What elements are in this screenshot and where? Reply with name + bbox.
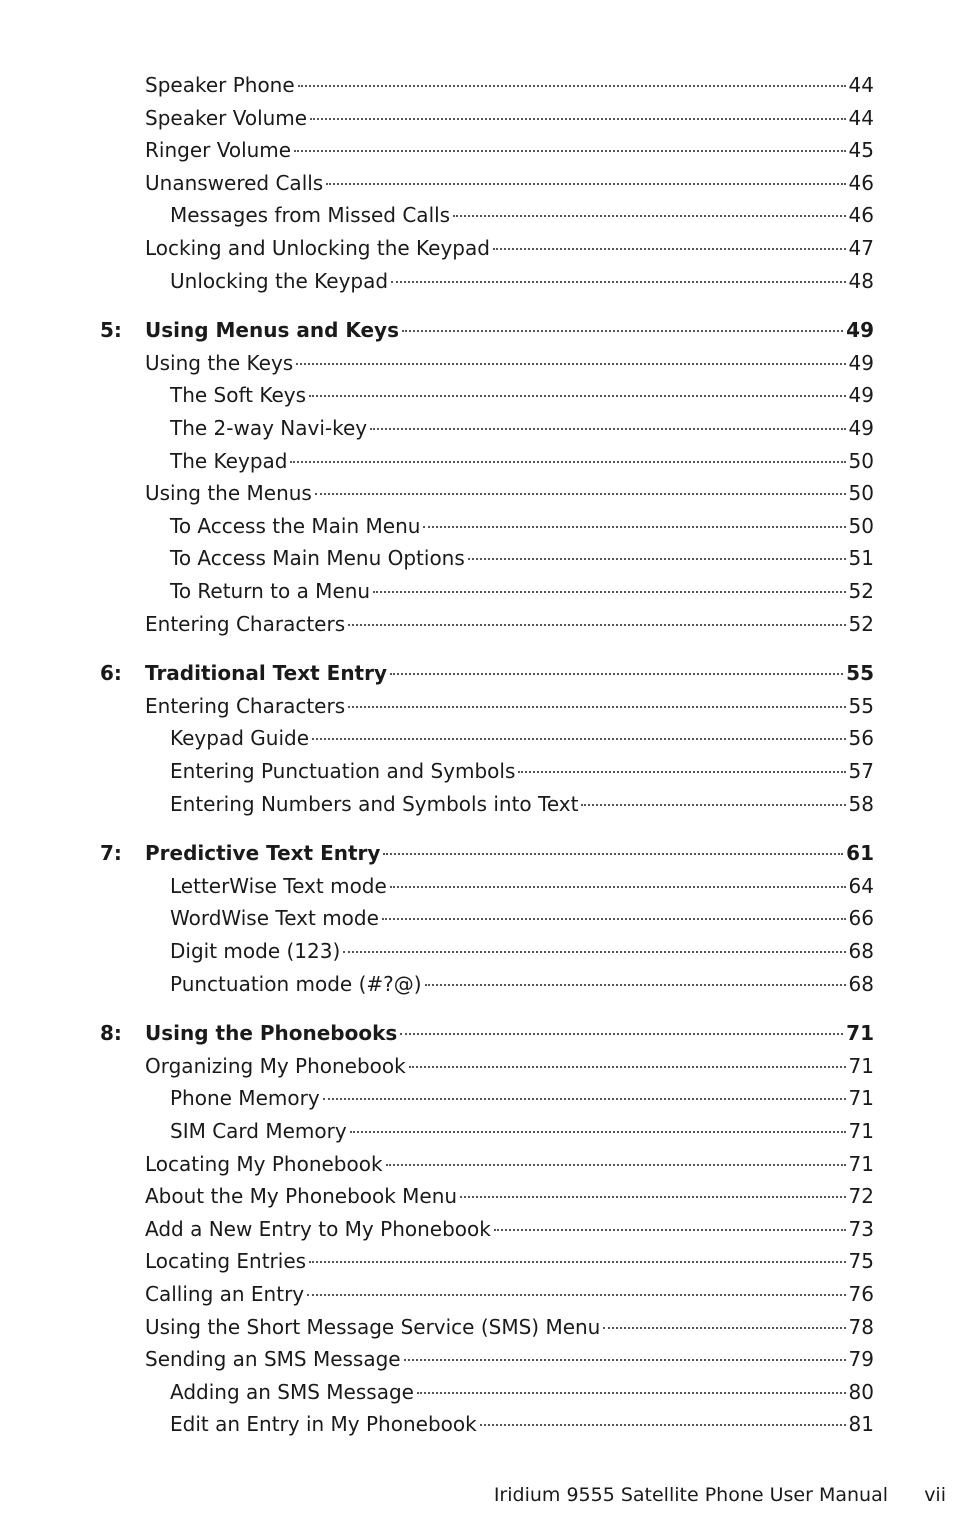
toc-entry-row bbox=[0, 511, 975, 541]
dot-leader bbox=[382, 918, 846, 920]
toc-entry-row bbox=[0, 446, 975, 476]
toc-chapter-number: 8: bbox=[100, 1021, 122, 1046]
dot-leader bbox=[296, 363, 845, 365]
toc-entry-page: 51 bbox=[848, 546, 874, 571]
toc-entry-page: 57 bbox=[848, 759, 874, 783]
toc-entry-title: The 2-way Navi-key bbox=[170, 416, 368, 440]
toc-entry-row bbox=[0, 903, 975, 933]
toc-entry-page: 55 bbox=[848, 693, 874, 718]
toc-entry[interactable] bbox=[170, 759, 874, 783]
toc-entry-row bbox=[0, 871, 975, 901]
toc-entry[interactable] bbox=[170, 1380, 874, 1404]
toc-entry-title: Sending an SMS Message bbox=[145, 1347, 401, 1372]
toc-entry-page: 56 bbox=[848, 726, 874, 751]
toc-entry-page: 81 bbox=[848, 1412, 874, 1437]
toc-entry-title: Traditional Text Entry bbox=[145, 661, 388, 686]
toc-entry-title: Edit an Entry in My Phonebook bbox=[170, 1412, 477, 1437]
dot-leader bbox=[373, 591, 845, 593]
toc-entry-page: 64 bbox=[848, 873, 874, 898]
toc-entry[interactable] bbox=[145, 481, 874, 505]
toc-entry-row bbox=[0, 1246, 975, 1276]
toc-entry[interactable] bbox=[145, 236, 874, 260]
toc-entry[interactable] bbox=[170, 203, 874, 227]
toc-entry-title: Predictive Text Entry bbox=[145, 841, 381, 866]
toc-entry-title: Keypad Guide bbox=[170, 726, 309, 751]
dot-leader bbox=[383, 853, 843, 855]
toc-entry-row bbox=[0, 789, 975, 819]
toc-entry[interactable] bbox=[170, 874, 874, 898]
dot-leader bbox=[294, 150, 845, 152]
toc-entry-title: Using the Menus bbox=[145, 481, 312, 506]
toc-entry[interactable] bbox=[145, 318, 874, 342]
toc-entry-page: 49 bbox=[848, 383, 874, 408]
toc-entry-title: LetterWise Text mode bbox=[170, 873, 387, 898]
dot-leader bbox=[460, 1196, 845, 1198]
toc-entry-page: 55 bbox=[846, 661, 874, 686]
toc-entry-page: 49 bbox=[846, 318, 874, 343]
toc-entry[interactable] bbox=[145, 1152, 874, 1176]
toc-entry-title: To Access Main Menu Options bbox=[170, 546, 465, 571]
toc-entry[interactable] bbox=[145, 841, 874, 865]
toc-entry-title: Locking and Unlocking the Keypad bbox=[145, 236, 490, 260]
dot-leader bbox=[370, 428, 845, 430]
toc-entry-title: Speaker Volume bbox=[145, 105, 308, 130]
toc-entry-page: 80 bbox=[848, 1379, 874, 1404]
toc-entry-page: 46 bbox=[848, 170, 874, 195]
toc-entry-row bbox=[0, 1149, 975, 1179]
toc-entry-title: Using the Short Message Service (SMS) Menu bbox=[145, 1314, 601, 1339]
toc-entry-title: Digit mode (123) bbox=[170, 939, 341, 963]
toc-entry-page: 49 bbox=[848, 350, 874, 375]
toc-entry-row bbox=[0, 200, 975, 230]
toc-entry[interactable] bbox=[170, 579, 874, 603]
toc-entry-page: 50 bbox=[848, 448, 874, 473]
dot-leader bbox=[453, 215, 845, 217]
toc-entry-title: SIM Card Memory bbox=[170, 1119, 347, 1143]
toc-entry-page: 76 bbox=[848, 1282, 874, 1306]
toc-entry-title: Punctuation mode (#?@) bbox=[170, 971, 422, 996]
footer-manual-title: Iridium 9555 Satellite Phone User Manual bbox=[493, 1484, 888, 1506]
toc-chapter-number: 5: bbox=[100, 318, 122, 343]
dot-leader bbox=[309, 395, 845, 397]
toc-entry-page: 73 bbox=[848, 1216, 874, 1241]
toc-entry-page: 52 bbox=[848, 611, 874, 636]
toc-entry-title: Using Menus and Keys bbox=[145, 318, 399, 343]
toc-entry[interactable] bbox=[145, 1021, 874, 1045]
toc-entry[interactable] bbox=[170, 1086, 874, 1110]
dot-leader bbox=[603, 1327, 845, 1329]
toc-entry-title: Unanswered Calls bbox=[145, 170, 324, 195]
toc-entry[interactable] bbox=[145, 1054, 874, 1078]
dot-leader bbox=[391, 281, 845, 283]
toc-entry-page: 71 bbox=[848, 1151, 874, 1176]
toc-entry-row bbox=[0, 543, 975, 573]
dot-leader bbox=[581, 804, 845, 806]
toc-entry-title: To Access the Main Menu bbox=[170, 513, 421, 538]
toc-entry-title: Speaker Phone bbox=[145, 73, 295, 97]
toc-entry[interactable] bbox=[145, 694, 874, 718]
toc-entry[interactable] bbox=[145, 171, 874, 195]
toc-entry-title: Organizing My Phonebook bbox=[145, 1053, 406, 1078]
toc-entry-row bbox=[0, 168, 975, 198]
dot-leader bbox=[390, 886, 846, 888]
toc-entry-title: To Return to a Menu bbox=[170, 579, 371, 603]
toc-entry[interactable] bbox=[170, 546, 874, 570]
toc-entry[interactable] bbox=[145, 138, 874, 162]
toc-entry-title: Locating My Phonebook bbox=[145, 1151, 383, 1176]
toc-entry-title: The Soft Keys bbox=[170, 383, 307, 408]
toc-entry-page: 45 bbox=[848, 138, 874, 163]
toc-entry[interactable] bbox=[170, 1119, 874, 1143]
toc-entry-title: Entering Punctuation and Symbols bbox=[170, 759, 516, 783]
toc-entry[interactable] bbox=[170, 726, 874, 750]
toc-entry-title: Entering Characters bbox=[145, 611, 346, 636]
toc-entry[interactable] bbox=[170, 906, 874, 930]
toc-entry-page: 78 bbox=[848, 1314, 874, 1339]
toc-entry-page: 58 bbox=[848, 791, 874, 816]
toc-entry-page: 71 bbox=[848, 1053, 874, 1078]
dot-leader bbox=[417, 1392, 846, 1394]
toc-entry-row bbox=[0, 1083, 975, 1113]
dot-leader bbox=[348, 624, 845, 626]
toc-entry-row bbox=[0, 609, 975, 639]
dot-leader bbox=[386, 1164, 846, 1166]
dot-leader bbox=[425, 984, 846, 986]
dot-leader bbox=[404, 1359, 846, 1361]
dot-leader bbox=[518, 771, 845, 773]
toc-chapter-number: 6: bbox=[100, 661, 122, 686]
dot-leader bbox=[480, 1424, 846, 1426]
toc-entry-row bbox=[0, 413, 975, 443]
toc-chapter-row bbox=[0, 1018, 975, 1048]
toc-entry[interactable] bbox=[145, 1315, 874, 1339]
dot-leader bbox=[400, 1033, 843, 1035]
toc-entry-row bbox=[0, 1344, 975, 1374]
toc-entry[interactable] bbox=[145, 661, 874, 685]
toc-entry-page: 75 bbox=[848, 1249, 874, 1274]
toc-entry-row bbox=[0, 1116, 975, 1146]
toc-entry[interactable] bbox=[145, 351, 874, 375]
dot-leader bbox=[402, 330, 843, 332]
toc-entry-row bbox=[0, 1181, 975, 1211]
toc-entry-row bbox=[0, 266, 975, 296]
toc-entry-title: Unlocking the Keypad bbox=[170, 268, 389, 293]
dot-leader bbox=[290, 461, 845, 463]
toc-entry-page: 50 bbox=[848, 513, 874, 538]
toc-entry-page: 44 bbox=[848, 73, 874, 97]
dot-leader bbox=[468, 558, 846, 560]
toc-entry-row bbox=[0, 756, 975, 786]
toc-entry[interactable] bbox=[145, 612, 874, 636]
toc-entry-page: 48 bbox=[848, 268, 874, 293]
toc-entry-title: About the My Phonebook Menu bbox=[145, 1184, 458, 1209]
dot-leader bbox=[309, 1261, 845, 1263]
toc-chapter-row bbox=[0, 838, 975, 868]
toc-entry[interactable] bbox=[145, 1282, 874, 1306]
footer-page-number: vii bbox=[924, 1484, 946, 1506]
toc-entry-row bbox=[0, 691, 975, 721]
toc-entry-page: 46 bbox=[848, 203, 874, 228]
toc-entry-row bbox=[0, 936, 975, 966]
toc-entry-page: 47 bbox=[848, 236, 874, 260]
toc-entry[interactable] bbox=[170, 939, 874, 963]
toc-entry-title: Locating Entries bbox=[145, 1249, 307, 1274]
toc-entry-title: Calling an Entry bbox=[145, 1282, 305, 1306]
toc-entry-row bbox=[0, 1051, 975, 1081]
toc-entry-title: Add a New Entry to My Phonebook bbox=[145, 1216, 491, 1241]
toc-entry-page: 68 bbox=[848, 971, 874, 996]
toc-entry-page: 68 bbox=[848, 939, 874, 963]
toc-entry-row bbox=[0, 576, 975, 606]
toc-entry[interactable] bbox=[145, 1347, 874, 1371]
toc-entry-page: 49 bbox=[848, 416, 874, 440]
toc-entry-row bbox=[0, 723, 975, 753]
dot-leader bbox=[307, 1294, 845, 1296]
toc-entry-row bbox=[0, 103, 975, 133]
toc-entry-title: Adding an SMS Message bbox=[170, 1379, 414, 1404]
toc-entry[interactable] bbox=[145, 1184, 874, 1208]
toc-entry-page: 61 bbox=[846, 841, 874, 866]
toc-entry[interactable] bbox=[145, 1217, 874, 1241]
toc-entry-title: Phone Memory bbox=[170, 1086, 320, 1111]
toc-entry-row bbox=[0, 233, 975, 263]
dot-leader bbox=[343, 951, 845, 953]
toc-entry-title: Ringer Volume bbox=[145, 138, 292, 163]
toc-entry-page: 52 bbox=[848, 579, 874, 603]
toc-entry-row bbox=[0, 1377, 975, 1407]
dot-leader bbox=[423, 526, 845, 528]
toc-entry[interactable] bbox=[145, 1249, 874, 1273]
toc-chapter-row bbox=[0, 315, 975, 345]
toc-entry-row bbox=[0, 1214, 975, 1244]
toc-entry[interactable] bbox=[170, 383, 874, 407]
dot-leader bbox=[494, 1229, 846, 1231]
toc-entry-title: Using the Phonebooks bbox=[145, 1021, 398, 1046]
toc-entry-title: Entering Characters bbox=[145, 693, 346, 718]
dot-leader bbox=[390, 673, 843, 675]
dot-leader bbox=[350, 1131, 846, 1133]
toc-entry-row bbox=[0, 969, 975, 999]
toc-entry-row bbox=[0, 1312, 975, 1342]
toc-entry-page: 71 bbox=[848, 1119, 874, 1143]
dot-leader bbox=[310, 118, 845, 120]
toc-entry-page: 66 bbox=[848, 906, 874, 931]
dot-leader bbox=[409, 1066, 846, 1068]
dot-leader bbox=[315, 493, 846, 495]
toc-entry[interactable] bbox=[170, 792, 874, 816]
dot-leader bbox=[298, 85, 846, 87]
toc-entry[interactable] bbox=[170, 514, 874, 538]
toc-entry[interactable] bbox=[145, 106, 874, 130]
toc-chapter-row bbox=[0, 658, 975, 688]
toc-entry[interactable] bbox=[170, 972, 874, 996]
dot-leader bbox=[326, 183, 845, 185]
toc-entry-page: 44 bbox=[848, 105, 874, 130]
toc-entry-row bbox=[0, 135, 975, 165]
dot-leader bbox=[348, 706, 845, 708]
toc-entry[interactable] bbox=[170, 416, 874, 440]
toc-entry-page: 72 bbox=[848, 1184, 874, 1209]
toc-entry-page: 71 bbox=[848, 1086, 874, 1111]
toc-entry-row bbox=[0, 70, 975, 100]
toc-entry-title: Using the Keys bbox=[145, 350, 294, 375]
toc-entry-row bbox=[0, 478, 975, 508]
dot-leader bbox=[312, 738, 846, 740]
toc-entry[interactable] bbox=[170, 449, 874, 473]
toc-entry-row bbox=[0, 1279, 975, 1309]
toc-entry-row bbox=[0, 348, 975, 378]
toc-entry-title: WordWise Text mode bbox=[170, 906, 379, 931]
toc-entry-title: Entering Numbers and Symbols into Text bbox=[170, 791, 579, 816]
toc-entry-page: 71 bbox=[846, 1021, 874, 1046]
dot-leader bbox=[493, 248, 846, 250]
page-footer bbox=[0, 1482, 975, 1512]
toc-entry[interactable] bbox=[145, 73, 874, 97]
toc-chapter-number: 7: bbox=[100, 841, 122, 866]
toc-entry-title: Messages from Missed Calls bbox=[170, 203, 451, 228]
toc-entry[interactable] bbox=[170, 1412, 874, 1436]
toc-entry-row bbox=[0, 380, 975, 410]
dot-leader bbox=[323, 1098, 846, 1100]
toc-entry-page: 79 bbox=[848, 1347, 874, 1372]
toc-entry[interactable] bbox=[170, 269, 874, 293]
toc-entry-title: The Keypad bbox=[170, 448, 288, 473]
toc-entry-row bbox=[0, 1409, 975, 1439]
toc-entry-page: 50 bbox=[848, 481, 874, 506]
